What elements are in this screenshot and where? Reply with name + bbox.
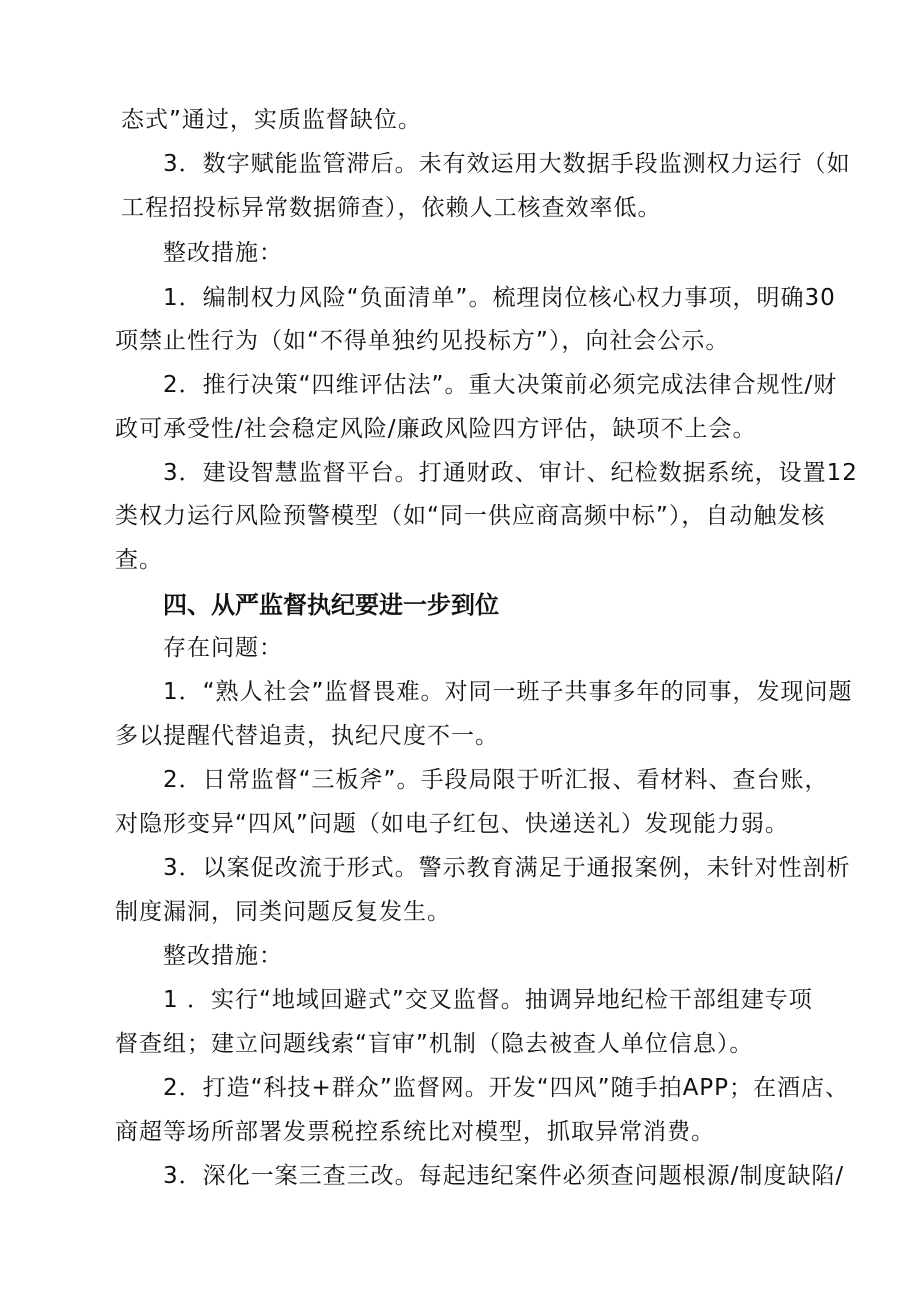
text-line: 3．建设智慧监督平台。打通财政、审计、纪检数据系统，设置12 <box>163 460 858 486</box>
text-line: 态式”通过，实质监督缺位。 <box>121 107 422 133</box>
text-line: 1．编制权力风险“负面清单”。梳理岗位核心权力事项，明确30 <box>163 285 836 311</box>
text-line: 1．“熟人社会”监督畏难。对同一班子共事多年的同事，发现问题 <box>163 679 853 705</box>
text-line: 政可承受性/社会稳定风险/廉政风险四方评估，缺项不上会。 <box>115 416 757 442</box>
text-line: 3．数字赋能监管滞后。未有效运用大数据手段监测权力运行（如 <box>163 151 851 177</box>
text-line: 1 ．实行“地域回避式”交叉监督。抽调异地纪检干部组建专项 <box>163 987 813 1013</box>
section-label: 整改措施： <box>163 943 283 969</box>
section-label: 整改措施： <box>163 240 283 266</box>
text-line: 商超等场所部署发票税控系统比对模型，抓取异常消费。 <box>115 1119 715 1145</box>
text-line: 项禁止性行为（如“不得单独约见投标方”），向社会公示。 <box>115 328 730 354</box>
text-line: 制度漏洞，同类问题反复发生。 <box>115 899 451 925</box>
text-line: 对隐形变异“四风”问题（如电子红包、快递送礼）发现能力弱。 <box>115 811 789 837</box>
text-line: 类权力运行风险预警模型（如“同一供应商高频中标”），自动触发核 <box>115 503 826 529</box>
text-line: 查。 <box>115 547 163 573</box>
text-line: 2．推行决策“四维评估法”。重大决策前必须完成法律合规性/财 <box>163 372 838 398</box>
text-line: 3．以案促改流于形式。警示教育满足于通报案例，未针对性剖析 <box>163 855 851 881</box>
text-line: 多以提醒代替追责，执纪尺度不一。 <box>115 723 499 749</box>
text-line: 工程招投标异常数据筛查），依赖人工核查效率低。 <box>121 195 662 221</box>
section-label: 存在问题： <box>163 635 283 661</box>
section-heading: 四、从严监督执纪要进一步到位 <box>163 591 499 619</box>
text-line: 2．打造“科技+群众”监督网。开发“四风”随手拍APP；在酒店、 <box>163 1075 850 1101</box>
text-line: 2．日常监督“三板斧”。手段局限于听汇报、看材料、查台账， <box>163 767 829 793</box>
text-line: 督查组；建立问题线索“盲审”机制（隐去被查人单位信息）。 <box>115 1031 754 1057</box>
text-line: 3．深化一案三查三改。每起违纪案件必须查问题根源/制度缺陷/ <box>163 1163 845 1189</box>
